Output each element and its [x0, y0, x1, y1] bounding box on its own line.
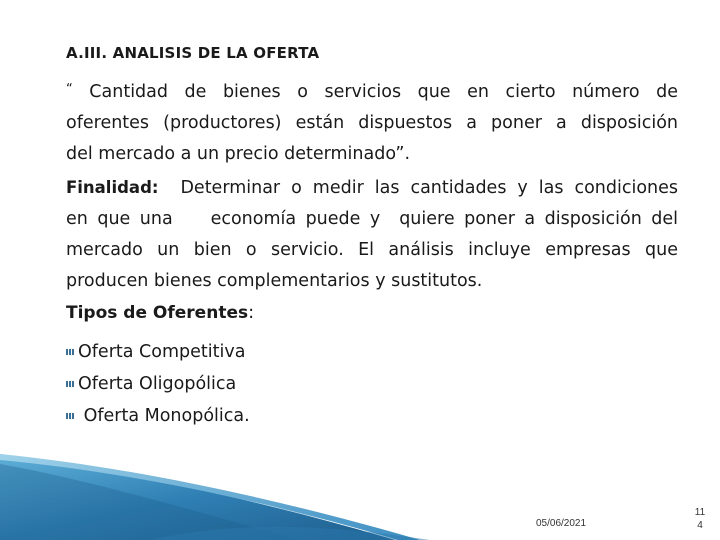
finalidad-paragraph: [66, 172, 678, 297]
list-item: Oferta Monopólica.: [66, 400, 250, 432]
open-quote: “: [66, 82, 73, 97]
oferta-types-list: [66, 336, 250, 432]
finalidad-label: Finalidad:: [66, 178, 159, 197]
definition-line-1: “ Cantidad de bienes o servicios que en cierto número de: [66, 82, 678, 102]
slide-date: 05/06/2021: [536, 518, 587, 529]
bullet-icon: [66, 348, 75, 356]
slide-title: A.III. ANALISIS DE LA OFERTA: [66, 44, 320, 62]
definition-line-3: del mercado a un precio determinado”.: [66, 144, 411, 164]
bullet-icon: [66, 380, 75, 388]
bullet-icon: [66, 412, 75, 420]
decorative-swoosh: [0, 440, 720, 540]
finalidad-line-3: mercado un bien o servicio. El análisis incluye empresas que: [66, 240, 678, 260]
finalidad-line-2: en que una economía puede y quiere poner a disposición del: [66, 209, 678, 229]
definition-line-2: oferentes (productores) están dispuestos a poner a disposición: [66, 113, 678, 133]
definition-paragraph: [66, 74, 678, 170]
finalidad-line-4: producen bienes complementarios y sustitutos.: [66, 271, 483, 291]
finalidad-line-1: Finalidad: Determinar o medir las cantidades y las condiciones: [66, 178, 678, 198]
tipos-heading: Tipos de Oferentes:: [66, 302, 255, 323]
slide-number: 11 4: [694, 507, 706, 531]
list-item: Oferta Competitiva: [66, 336, 250, 368]
list-item: Oferta Oligopólica: [66, 368, 250, 400]
